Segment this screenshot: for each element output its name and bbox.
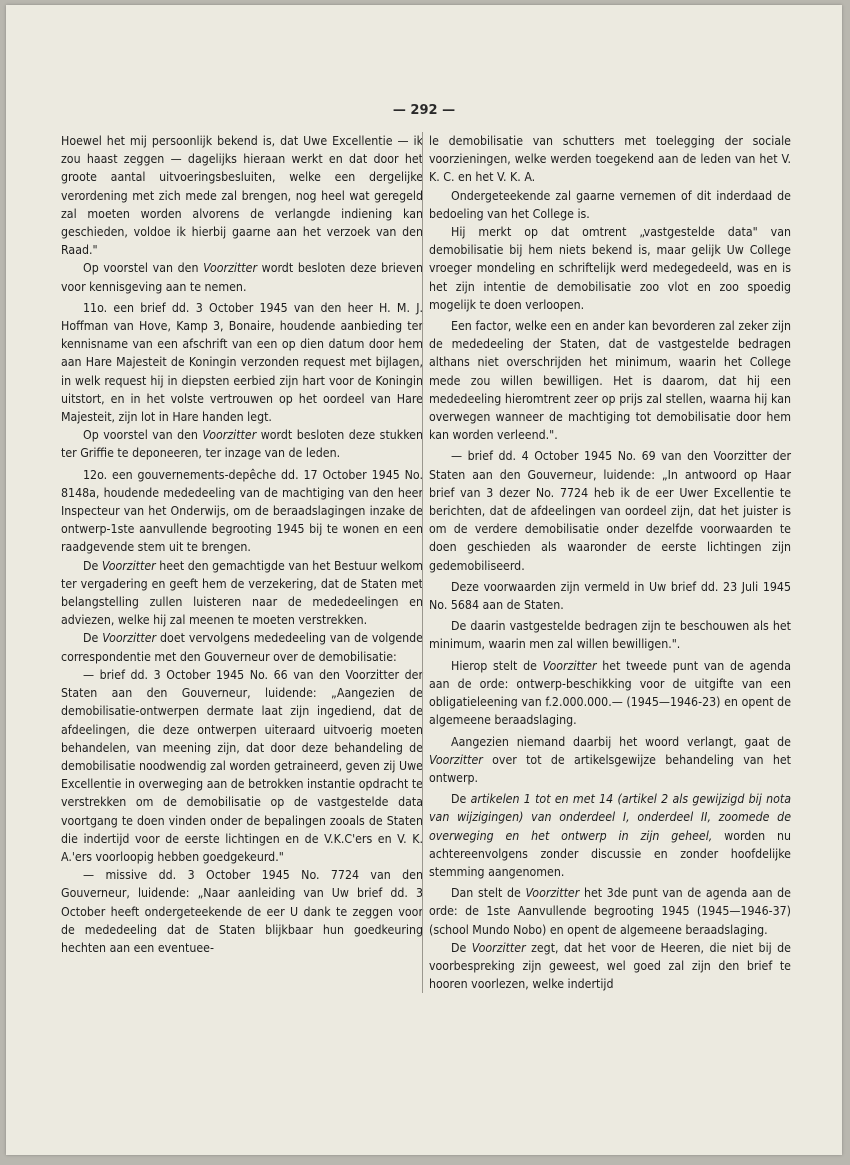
paragraph: le demobilisatie van schutters met toelegging der sociale voorzieningen, welke werden toegekend aan de leden van het V. K. C. en het V. K. A. <box>429 134 791 185</box>
paragraph: Op voorstel van den Voorzitter wordt besloten deze brieven voor kennisgeving aan te nemen. <box>61 261 423 294</box>
paragraph: De Voorzitter heet den gemachtigde van het Bestuur welkom ter vergadering en geeft hem de verzekering, dat de Staten met belangstelling zullen luisteren naar de mededeelingen en adviezen, welke hij zal meenen te moeten verstrekken. <box>61 558 423 628</box>
page <box>6 5 842 1155</box>
left-column <box>61 132 423 957</box>
paragraph: Ondergeteekende zal gaarne vernemen of dit inderdaad de bedoeling van het College is. <box>429 188 791 221</box>
paragraph: De daarin vastgestelde bedragen zijn te beschouwen als het minimum, waarin men zal willen bewilligen.". <box>429 619 791 652</box>
paragraph: De artikelen 1 tot en met 14 (artikel 2 als gewijzigd bij nota van wijzigingen) van onderdeel I, onderdeel II, zoomede de overweging en het ontwerp in zijn geheel, worden nu achtereenvolgens zonder discussie en zonder hoofdelijke stemming aangenomen. <box>429 792 791 879</box>
paragraph: De Voorzitter doet vervolgens mededeeling van de volgende correspondentie met den Gouverneur over de demobilisatie: <box>61 631 423 664</box>
paragraph: Deze voorwaarden zijn vermeld in Uw brief dd. 23 Juli 1945 No. 5684 aan de Staten. <box>429 579 791 613</box>
paragraph: — brief dd. 3 October 1945 No. 66 van den Voorzitter der Staten aan den Gouverneur, luidende: „Aangezien de demobilisatie-ontwerpen dermate laat zijn ingediend, dat de afdeelingen, die deze ontwerpen uiteraard uitvoerig moeten behandelen, van meening zijn, dat door deze behandeling de demobilisatie noodwendig zal worden getraineerd, geven zij Uwe Excellentie in overweging aan de betrokken instantie opdracht te verstrekken om de demobilisatie op de vastgestelde data voortgang te doen vinden onder de bepalingen zooals de Staten die indertijd voor de eerste lichtingen en de V.K.C'ers en V. K. A.'ers voorloopig hebben goedgekeurd." <box>61 667 423 864</box>
paragraph: 12o. een gouvernements-depêche dd. 17 October 1945 No. 8148a, houdende mededeeling van de machtiging van den heer Inspecteur van het Onderwijs, om de beraadslagingen inzake de ontwerp-1ste aanvullende begrooting 1945 bij te wonen en een raadgevende stem uit te brengen. <box>61 467 423 555</box>
paragraph: Een factor, welke een en ander kan bevorderen zal zeker zijn de mededeeling der Staten, dat de vastgestelde bedragen althans niet overschrijden het minimum, waarin het College mede zou willen bewilligen. Het is daarom, dat hij een mededeeling hieromtrent zeer op prijs zal stellen, waarna hij kan overwegen wanneer de machtiging tot demobilisatie door hem kan worden verleend.". <box>429 319 791 443</box>
right-column <box>422 132 791 993</box>
paragraph: Aangezien niemand daarbij het woord verlangt, gaat de Voorzitter over tot de artikelsgewijze behandeling van het ontwerp. <box>429 734 791 785</box>
paragraph: Hij merkt op dat omtrent „vastgestelde data" van demobilisatie bij hem niets bekend is, maar gelijk Uw College vroeger mondeling en schriftelijk werd medegedeeld, was en is het zijn intentie de demobilisatie zoo vlot en zoo spoedig mogelijk te doen verloopen. <box>429 225 791 312</box>
page-number: — 292 — <box>392 103 456 118</box>
paragraph: Op voorstel van den Voorzitter wordt besloten deze stukken ter Griffie te deponeeren, ter inzage van de leden. <box>61 428 423 461</box>
paragraph: 11o. een brief dd. 3 October 1945 van den heer H. M. J. Hoffman van Hove, Kamp 3, Bonaire, houdende aanbieding ter kennisname van een afschrift van een op dien datum door hem aan Hare Majesteit de Koningin verzonden request met bijlagen, in welk request hij in diepsten eerbied zijn hart voor de Koningin uitstort, en in het volste vertrouwen op het oordeel van Hare Majesteit, zijn lot in Hare handen legt. <box>61 300 423 425</box>
paragraph: Hoewel het mij persoonlijk bekend is, dat Uwe Excellentie — ik zou haast zeggen — dagelijks hieraan werkt en dat door het groote aantal uitvoeringsbesluiten, welke een dergelijke verordening met zich mede zal brengen, nog heel wat geregeld zal moeten worden alvorens de verlangde indiening kan geschieden, voldoe ik hierbij gaarne aan het verzoek van den Raad." <box>61 134 423 258</box>
paragraph: De Voorzitter zegt, dat het voor de Heeren, die niet bij de voorbespreking zijn geweest, wel goed zal zijn den brief te hooren voorlezen, welke indertijd <box>429 940 791 992</box>
paragraph: — brief dd. 4 October 1945 No. 69 van den Voorzitter der Staten aan den Gouverneur, luidende: „In antwoord op Haar brief van 3 dezer No. 7724 heb ik de eer Uwer Excellentie te berichten, dat de afdeelingen van oordeel zijn, dat het juister is om de verdere demobilisatie onder dezelfde voorwaarden te doen geschieden als waaronder de eerste lichtingen zijn gedemobiliseerd. <box>429 449 791 573</box>
paragraph: Hierop stelt de Voorzitter het tweede punt van de agenda aan de orde: ontwerp-beschikking voor de uitgifte van een obligatieleening van f.2.000.000.— (1945—1946-23) en opent de algemeene beraadslaging. <box>429 658 791 728</box>
paragraph: — missive dd. 3 October 1945 No. 7724 van den Gouverneur, luidende: „Naar aanleiding van Uw brief dd. 3 October heeft ondergeteekende de eer U dank te zeggen voor de mededeeling dat de Staten blijkbaar hun goedkeuring hechten aan een eventuee- <box>61 868 423 955</box>
paragraph: Dan stelt de Voorzitter het 3de punt van de agenda aan de orde: de 1ste Aanvullende begrooting 1945 (1945—1946-37) (school Mundo Nobo) en opent de algemeene beraadslaging. <box>429 886 791 937</box>
